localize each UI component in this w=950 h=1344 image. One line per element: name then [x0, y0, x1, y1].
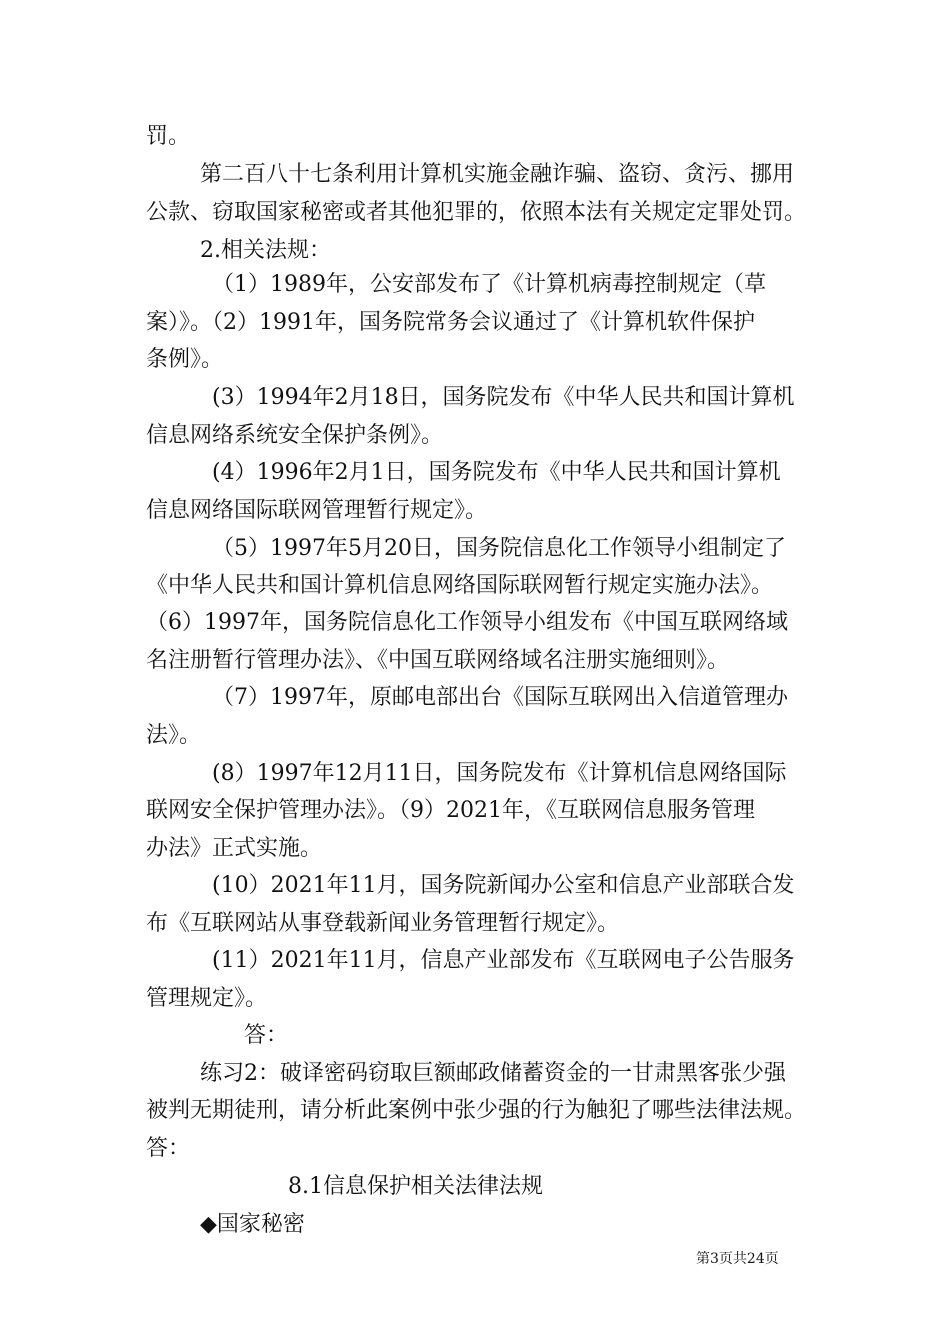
text-line: 法》。: [146, 723, 202, 748]
text-line: 练习2：破译密码窃取巨额邮政储蓄资金的一甘肃黑客张少强: [200, 1061, 786, 1086]
text-line: 条例》。: [146, 347, 224, 372]
text-line: 被判无期徒刑，请分析此案例中张少强的行为触犯了哪些法律法规。: [146, 1098, 807, 1123]
text-line: （7）1997年，原邮电部出台《国际互联网出入信道管理办: [212, 685, 788, 710]
text-line: 信息网络系统安全保护条例》。: [146, 423, 444, 448]
text-line: 案）》。（2）1991年，国务院常务会议通过了《计算机软件保护: [146, 310, 755, 335]
text-line: 管理规定》。: [146, 986, 268, 1011]
text-line: 2.相关法规：: [200, 238, 331, 263]
bullet-item: ◆国家秘密: [200, 1212, 305, 1237]
text-line: （5）1997年5月20日，国务院信息化工作领导小组制定了: [212, 536, 786, 561]
text-line: （1）1989年，公安部发布了《计算机病毒控制规定（草: [212, 272, 766, 297]
text-line: (8）1997年12月11日，国务院发布《计算机信息网络国际: [212, 761, 787, 786]
text-line: 答：: [244, 1023, 289, 1048]
text-line: (3）1994年2月18日，国务院发布《中华人民共和国计算机: [212, 385, 795, 410]
text-line: 第二百八十七条利用计算机实施金融诈骗、盗窃、贪污、挪用: [200, 162, 795, 187]
text-line: (4）1996年2月1日，国务院发布《中华人民共和国计算机: [212, 460, 781, 485]
text-line: 名注册暂行管理办法》、《中国互联网络域名注册实施细则》。: [146, 648, 730, 673]
text-line: (10）2021年11月，国务院新闻办公室和信息产业部联合发: [212, 873, 795, 898]
text-line: 办法》正式实施。: [146, 836, 323, 861]
text-line: 布《互联网站从事登载新闻业务管理暂行规定》。: [146, 911, 620, 936]
text-line: 罚。: [146, 124, 191, 149]
text-line: 信息网络国际联网管理暂行规定》。: [146, 498, 488, 523]
text-line: 《中华人民共和国计算机信息网络国际联网暂行规定实施办法》。: [146, 573, 774, 598]
text-line: (11）2021年11月，信息产业部发布《互联网电子公告服务: [212, 948, 795, 973]
page-number: 第3页共24页: [696, 1251, 779, 1267]
text-line: 联网安全保护管理办法》。（9）2021年，《互联网信息服务管理: [146, 798, 755, 823]
text-line: 公款、窃取国家秘密或者其他犯罪的，依照本法有关规定定罪处罚。: [146, 200, 807, 225]
text-line: （6）1997年，国务院信息化工作领导小组发布《中国互联网络域: [146, 610, 788, 635]
section-heading: 8.1信息保护相关法律法规: [288, 1174, 543, 1199]
text-line: 答：: [146, 1136, 191, 1161]
